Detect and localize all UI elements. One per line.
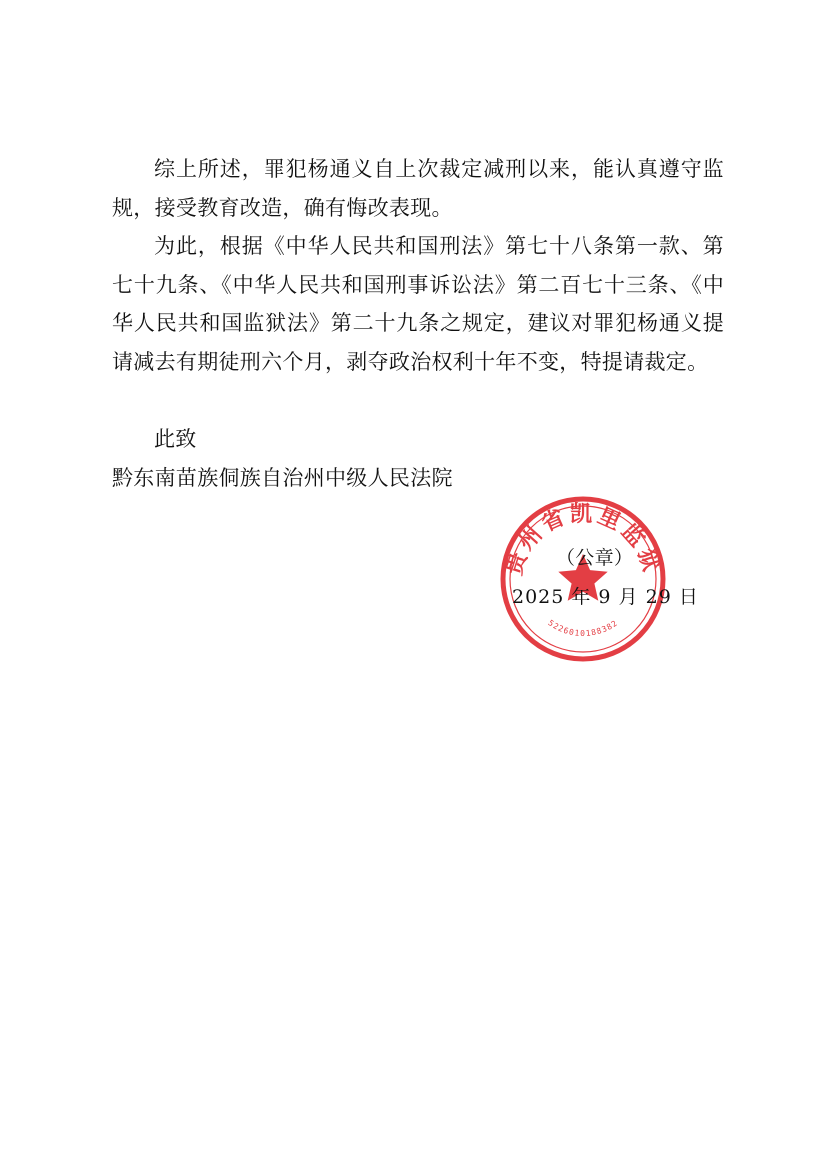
recipient-court: 黔东南苗族侗族自治州中级人民法院 <box>112 466 453 490</box>
signature-date: 2025 年 9 月 29 日 <box>512 586 699 608</box>
paragraph-summary: 综上所述，罪犯杨通义自上次裁定减刑以来，能认真遵守监规，接受教育改造，确有悔改表现。 <box>112 157 724 220</box>
seal-label: （公章） <box>556 547 634 569</box>
closing-salutation: 此致 <box>154 427 197 451</box>
seal-serial-number: 5226010188382 <box>546 618 620 639</box>
seal-name-text: 贵州省凯里监狱 <box>501 501 665 579</box>
paragraph-recommendation: 为此，根据《中华人民共和国刑法》第七十八条第一款、第七十九条、《中华人民共和国刑事诉讼法》第二百七十三条、《中华人民共和国监狱法》第二十九条之规定，建议对罪犯杨通义提请减去有期徒刑六个月，剥夺政治权利十年不变，特提请裁定。 <box>112 234 724 374</box>
